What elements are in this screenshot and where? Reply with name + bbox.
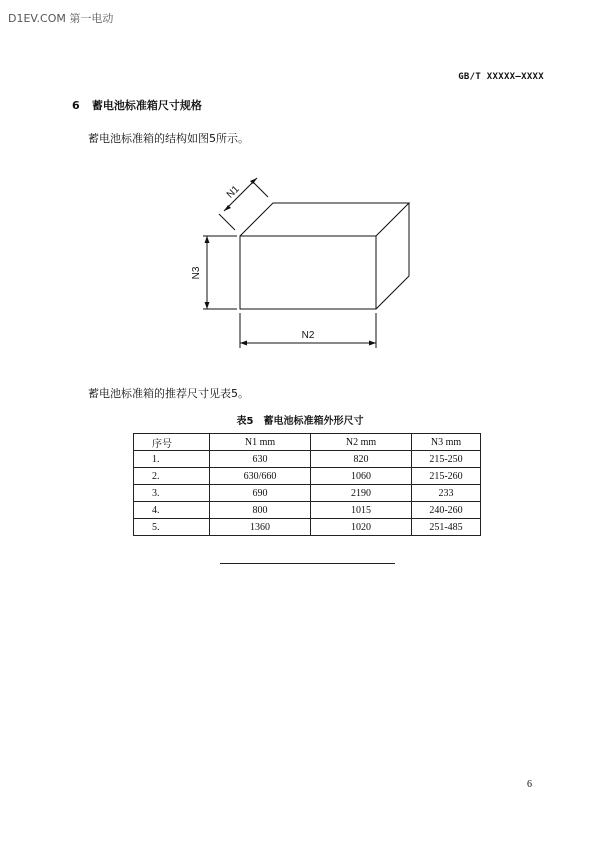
header-n2: N2 mm [311, 434, 412, 451]
cell-n2: 1060 [311, 468, 412, 485]
n2-label: N2 [301, 330, 315, 341]
section-title: 蓄电池标准箱尺寸规格 [91, 99, 202, 112]
cell-n1: 630 [210, 451, 311, 468]
cell-n3: 233 [412, 485, 481, 502]
table-row [134, 468, 481, 485]
table-row [134, 451, 481, 468]
end-rule [220, 563, 395, 564]
cell-n1: 800 [210, 502, 311, 519]
n1-label: N1 [224, 183, 242, 201]
table-row [134, 502, 481, 519]
standard-code: GB/T XXXXX—XXXX [458, 72, 544, 82]
table-reference-paragraph: 蓄电池标准箱的推荐尺寸见表5。 [88, 387, 249, 400]
table-caption: 表5 蓄电池标准箱外形尺寸 [236, 416, 364, 427]
cell-index: 1. [134, 451, 210, 468]
header-n3: N3 mm [412, 434, 481, 451]
cell-n3: 215-250 [412, 451, 481, 468]
box-top-face [240, 203, 409, 236]
header-index: 序号 [134, 434, 210, 451]
n2-arrow-right [369, 341, 376, 346]
cell-n2: 2190 [311, 485, 412, 502]
table-row [134, 519, 481, 536]
n3-label: N3 [191, 266, 202, 280]
battery-box-size-table [133, 433, 481, 536]
box-front-face [240, 236, 376, 309]
table-header-row [134, 434, 481, 451]
n1-extension-a [219, 214, 235, 230]
n1-extension-b [252, 181, 268, 197]
cell-n2: 820 [311, 451, 412, 468]
cell-index: 5. [134, 519, 210, 536]
watermark-text: D1EV.COM 第一电动 [8, 12, 114, 25]
cell-n1: 1360 [210, 519, 311, 536]
page-number: 6 [527, 779, 532, 790]
n3-arrow-top [205, 236, 210, 243]
table-row [134, 485, 481, 502]
n1-arrow-start [224, 205, 231, 211]
cell-n1: 690 [210, 485, 311, 502]
section-heading [72, 97, 202, 113]
intro-paragraph: 蓄电池标准箱的结构如图5所示。 [88, 132, 249, 145]
cell-n2: 1020 [311, 519, 412, 536]
n2-arrow-left [240, 341, 247, 346]
cell-index: 4. [134, 502, 210, 519]
cell-index: 3. [134, 485, 210, 502]
cell-n3: 215-260 [412, 468, 481, 485]
section-number: 6 [72, 99, 80, 112]
n3-arrow-bottom [205, 302, 210, 309]
header-n1: N1 mm [210, 434, 311, 451]
cell-n3: 251-485 [412, 519, 481, 536]
cell-n1: 630/660 [210, 468, 311, 485]
n1-arrow-end [250, 178, 257, 184]
cell-n2: 1015 [311, 502, 412, 519]
cell-index: 2. [134, 468, 210, 485]
cell-n3: 240-260 [412, 502, 481, 519]
battery-box-figure [185, 172, 430, 354]
